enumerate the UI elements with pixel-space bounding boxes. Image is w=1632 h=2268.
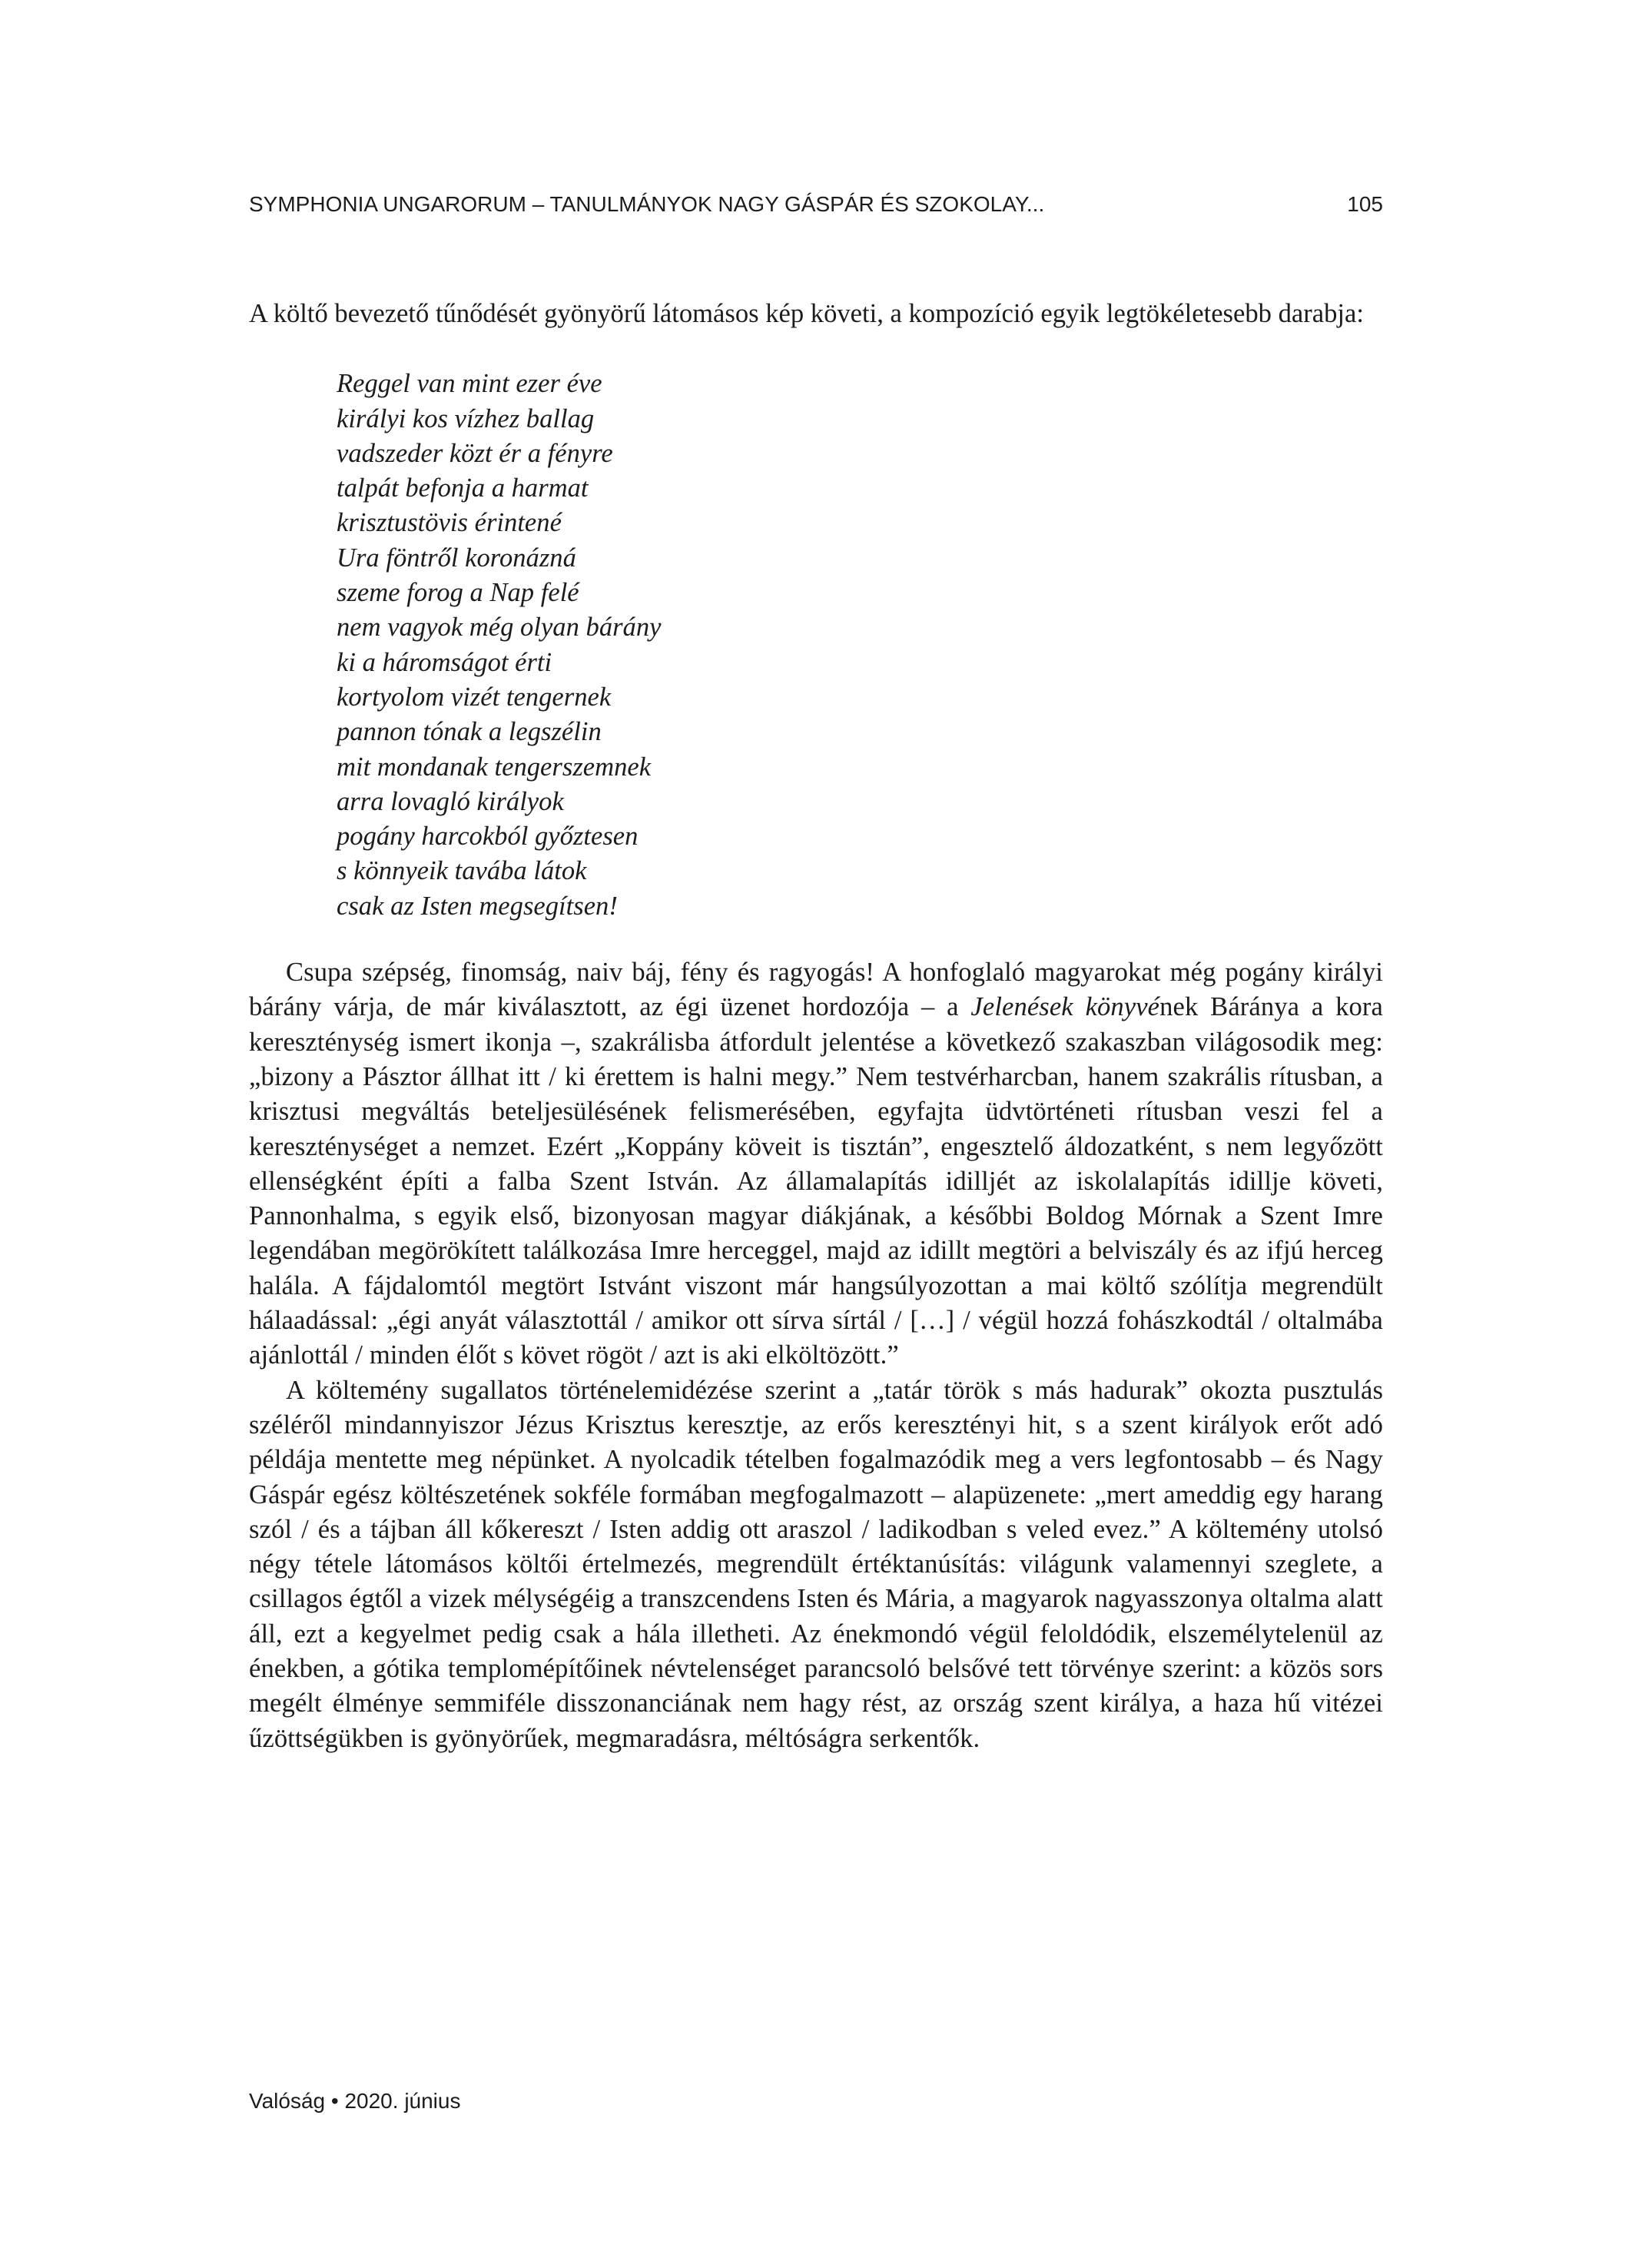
poem-line: s könnyeik tavába látok: [337, 856, 587, 886]
article-body: [249, 297, 1383, 1756]
poem-line: arra lovagló királyok: [337, 786, 564, 816]
poem-line: krisztustövis érintené: [337, 508, 562, 538]
poem-line: szeme forog a Nap felé: [337, 578, 579, 608]
poem-line: ki a háromságot érti: [337, 647, 552, 677]
poem-line: pogány harcokból győztesen: [337, 822, 639, 852]
footer-citation: Valóság • 2020. június: [249, 2089, 461, 2113]
body-paragraph-2: A költemény sugallatos történelemidézése szerint a „tatár török s más hadurak” okozta pusztulás széléről mindannyiszor Jézus Krisztus keresztje, az erős keresztényi hit, s a szent királyok erőt adó példája mentette meg népünket. A nyolcadik tételben fogalmazódik meg a vers legfontosabb – és Nagy Gáspár egész költészetének sokféle formában megfogalmazott – alapüzenete: „mert ameddig egy harang szól / és a tájban áll kőkereszt / Isten addig ott araszol / ladikodban s veled evez.” A költemény utolsó négy tétele látomásos költői értelmezés, megrendült értéktanúsítás: világunk valamennyi szeglete, a csillagos égtől a vizek mélységéig a transzcendens Isten és Mária, a magyarok nagyasszonya oltalma alatt áll, ezt a kegyelmet pedig csak a hála illetheti. Az énekmondó végül feloldódik, elszemélytelenül az énekben, a gótika templomépítőinek névtelenséget parancsoló belsővé tett törvénye szerint: a közös sors megélt élménye semmiféle disszonanciának nem hagy rést, az ország szent királya, a haza hű vitézei űzöttségükben is gyönyörűek, megmaradásra, méltóságra serkentők.: [249, 1375, 1383, 1753]
running-header: [249, 191, 1383, 218]
poem-line: mit mondanak tengerszemnek: [337, 752, 652, 782]
poem-line: vadszeder közt ér a fényre: [337, 438, 613, 468]
body-paragraph-1: [249, 955, 1383, 1373]
book-title-italic: Jelenések könyvé: [970, 992, 1160, 1022]
poem-block: [337, 367, 1383, 924]
intro-paragraph: A költő bevezető tűnődését gyönyörű látomásos kép követi, a kompozíció egyik legtökéletesebb darabja:: [249, 299, 1364, 328]
poem-line: talpát befonja a harmat: [337, 473, 589, 503]
poem-line: kortyolom vizét tengernek: [337, 682, 612, 712]
poem-line: Ura föntről koronázná: [337, 543, 576, 573]
paragraph-1-text-a: Csupa szépség, finomság, naiv báj, fény és ragyogás! A honfoglaló magyarokat még pogány királyi bárány várja, de már kiválasztott, az égi üzenet hordozója – a: [249, 958, 1383, 1022]
poem-line: nem vagyok még olyan bárány: [337, 613, 662, 643]
running-title: SYMPHONIA UNGARORUM – TANULMÁNYOK NAGY GÁSPÁR ÉS SZOKOLAY...: [249, 192, 1045, 216]
page-number: 105: [1347, 192, 1383, 216]
poem-line: királyi kos vízhez ballag: [337, 403, 595, 433]
poem-line: csak az Isten megsegítsen!: [337, 891, 618, 921]
poem-line: Reggel van mint ezer éve: [337, 369, 602, 399]
paragraph-1-text-b: nek Báránya a kora kereszténység ismert ikonja –, szakrálisba átfordult jelentése a következő szakaszban világosodik meg: „bizony a Pásztor állhat itt / ki érettem is halni megy.” Nem testvérharcban, hanem szakrális rítusban, a krisztusi megváltás beteljesülésének felismerésében, egyfajta üdvtörténeti rítusban veszi fel a kereszténységet a nemzet. Ezért „Koppány köveit is tisztán”, engesztelő áldozatként, s nem legyőzött ellenségként építi a falba Szent István. Az államalapítás idilljét az iskolalapítás idillje követi, Pannonhalma, s egyik első, bizonyosan magyar diákjának, a későbbi Boldog Mórnak a Szent Imre legendában megörökített találkozása Imre herceggel, majd az idillt megtöri a belviszály és az ifjú herceg halála. A fájdalomtól megtört Istvánt viszont már hangsúlyozottan a mai költő szólítja megrendült hálaadással: „égi anyát választottál / amikor ott sírva sírtál / […] / végül hozzá fohászkodtál / oltalmába ajánlottál / minden élőt s követ rögöt / azt is aki elköltözött.”: [249, 992, 1383, 1370]
poem-line: pannon tónak a legszélin: [337, 717, 602, 747]
